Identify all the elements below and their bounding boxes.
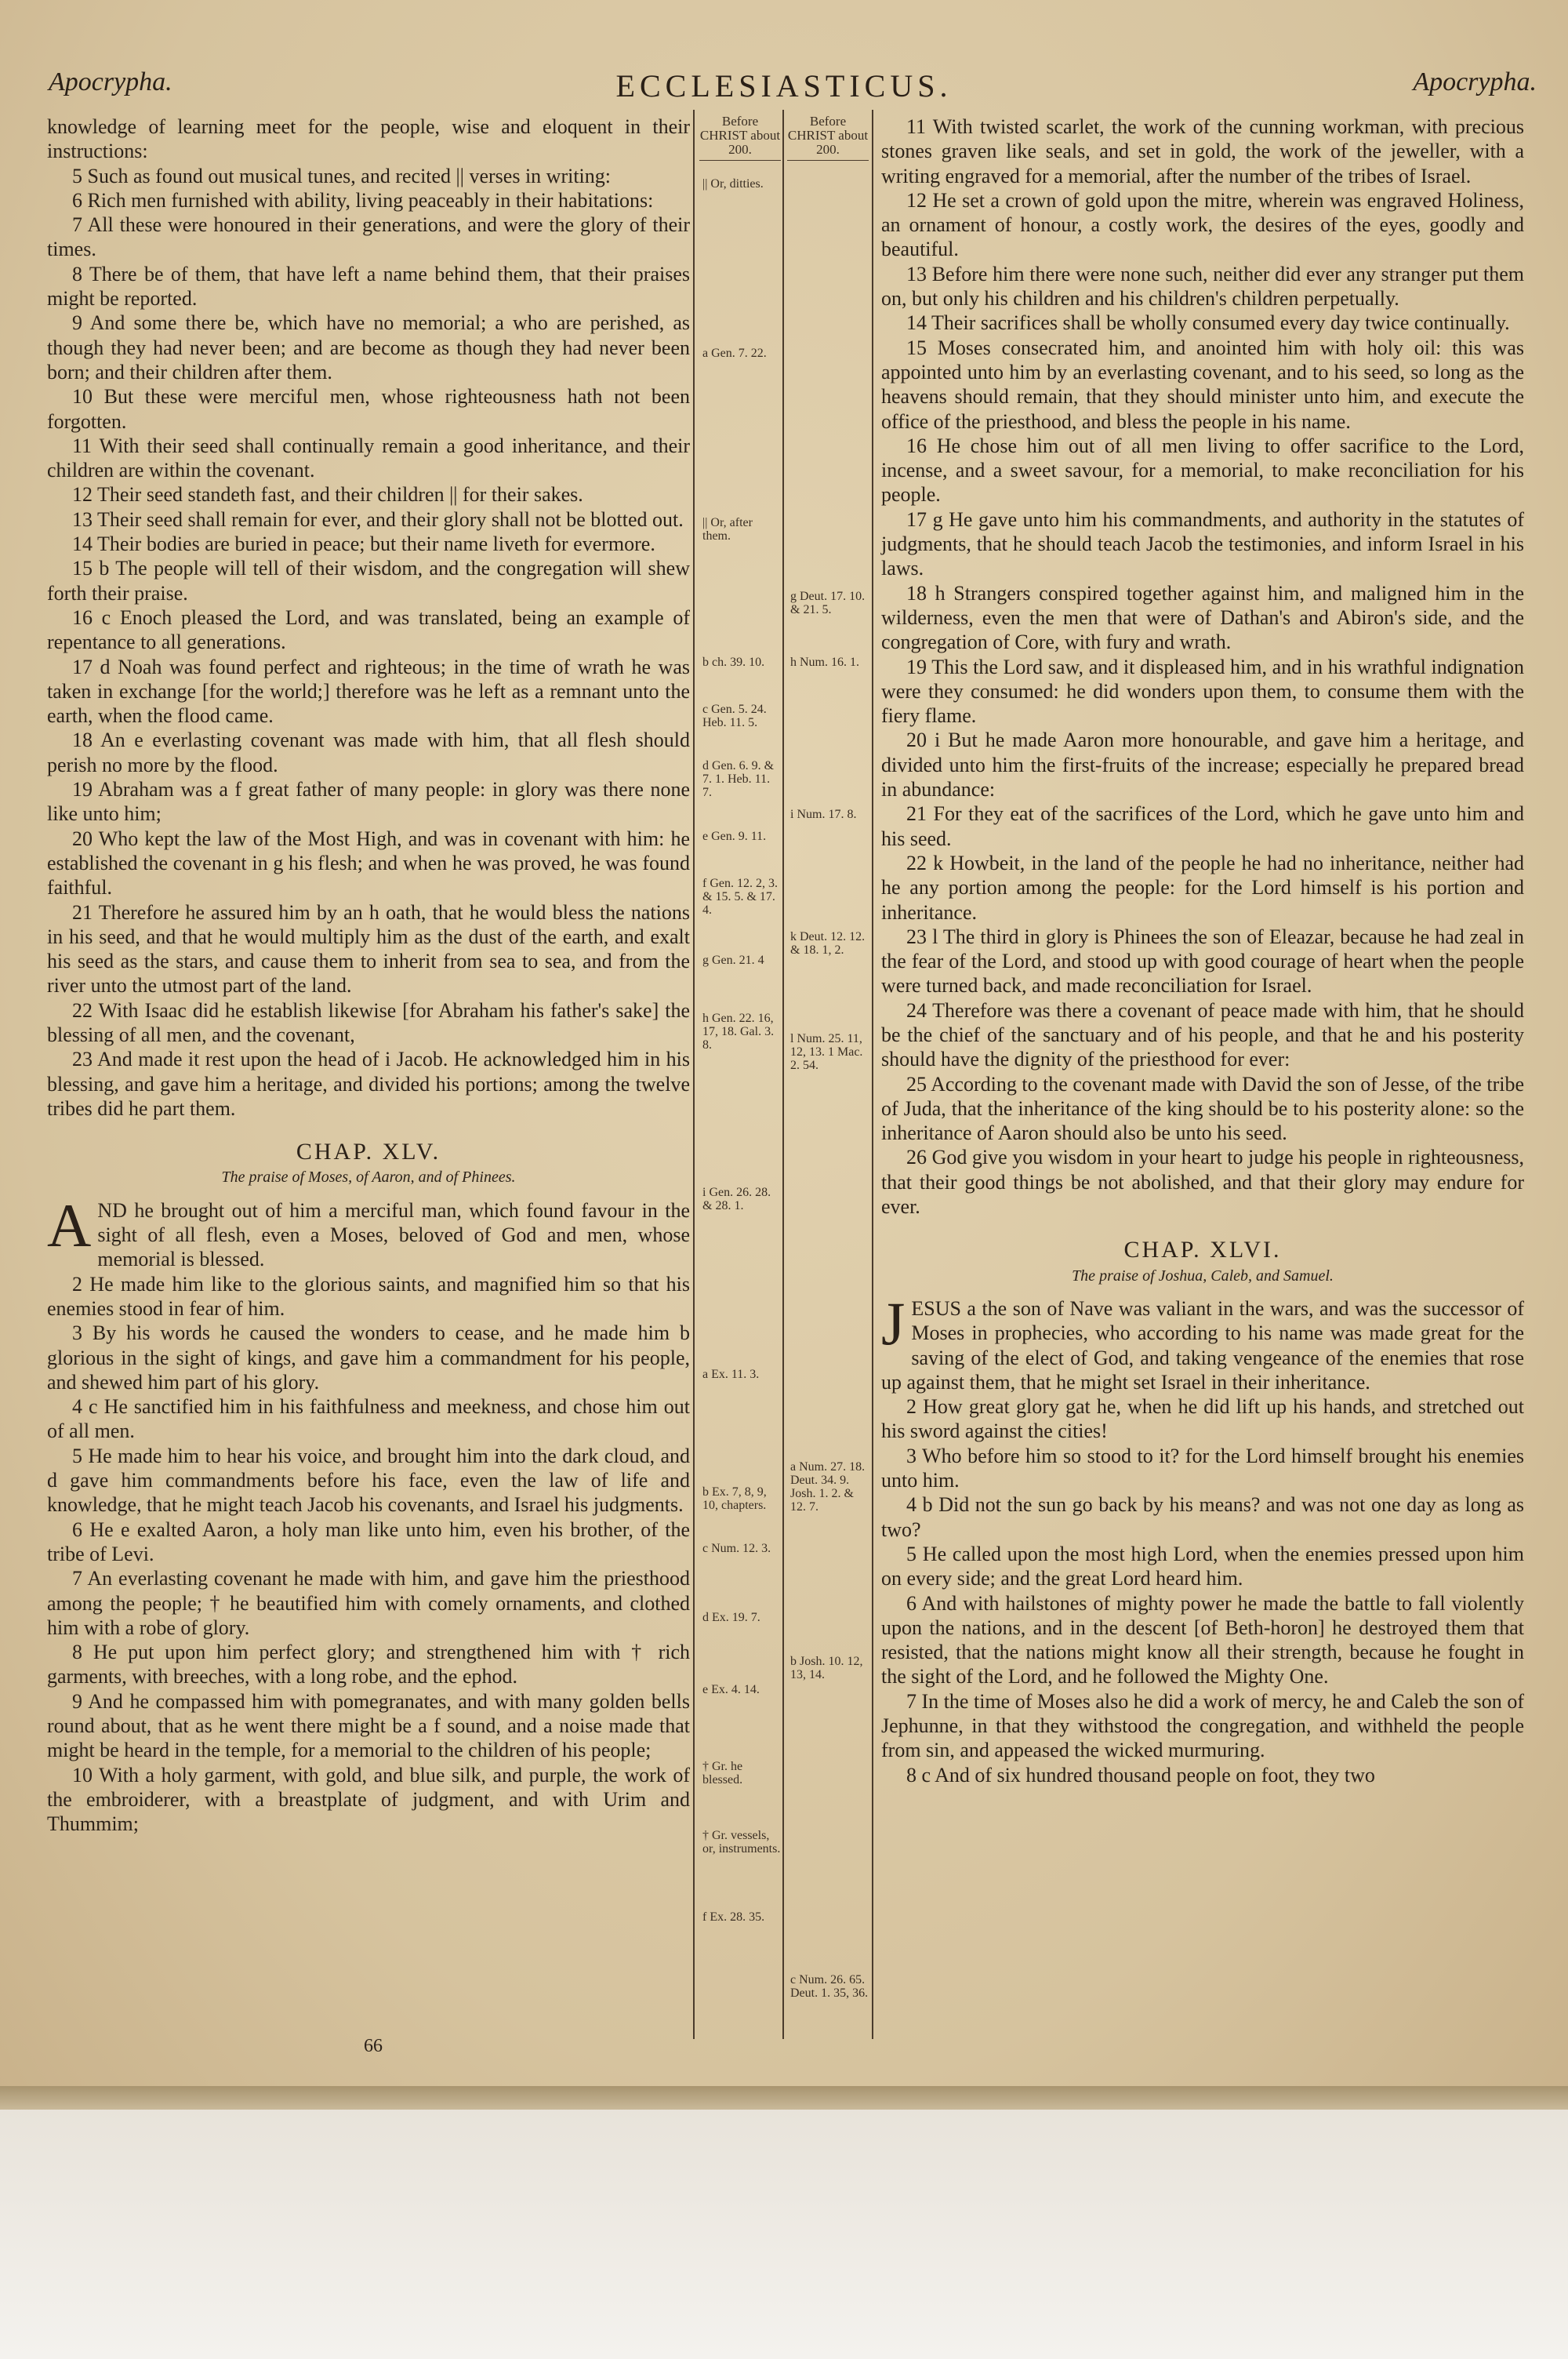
verse-text: ND he brought out of him a merciful man, which found favour in the sight of all flesh, even a Moses, beloved of God and men, whose memorial is blessed. <box>97 1198 690 1271</box>
book-title: ECCLESIASTICUS. <box>615 68 953 104</box>
verse: 7 An everlasting covenant he made with him, and gave him the priesthood among the people; † he beautified him with comely ornaments, and clothed him with a robe of glory. <box>47 1567 690 1639</box>
verse: 13 Before him there were none such, neither did ever any stranger put them on, but only his children and his children's children perpetually. <box>881 262 1524 311</box>
verse: 22 k Howbeit, in the land of the people he had no inheritance, neither had he any portion among the people: for the Lord himself is his portion and inheritance. <box>881 851 1524 924</box>
margin-note: † Gr. he blessed. <box>702 1760 743 1787</box>
margin-heading: Before CHRIST about 200. <box>699 114 781 161</box>
verse <box>881 1289 1524 1394</box>
verse: 9 And he compassed him with pomegranates, and with many golden bells round about, that as he went there might be a f sound, and a noise made that might be heard in the temple, for a memorial to the children of his people; <box>47 1689 690 1762</box>
verse: 24 Therefore was there a covenant of peace made with him, that he should be the chief of the sanctuary and of his people, and that he and his posterity should have the dignity of the priesthood for ever: <box>881 998 1524 1071</box>
verse: 26 God give you wisdom in your heart to judge his people in righteousness, that their good things be not abolished, and that their glory may endure for ever. <box>881 1146 1524 1219</box>
page-number: 66 <box>364 2036 383 2056</box>
right-text-column <box>881 114 1524 1787</box>
left-text-column <box>47 114 690 1836</box>
verse <box>47 1190 690 1272</box>
margin-note: f Ex. 28. 35. <box>702 1910 765 1924</box>
verse: 6 Rich men furnished with ability, living peaceably in their habitations: <box>72 188 654 212</box>
margin-note: f Gen. 12. 2, 3. & 15. 5. & 17. 4. <box>702 877 778 917</box>
verse: 15 b The people will tell of their wisdom, and the congregation will shew forth their praise. <box>47 557 690 605</box>
verse: 8 He put upon him perfect glory; and strengthened him with † rich garments, with breeches, with a long robe, and the ephod. <box>47 1641 690 1688</box>
margin-note: b Ex. 7, 8, 9, 10, chapters. <box>702 1485 767 1512</box>
verse: 5 He called upon the most high Lord, when the enemies pressed upon him on every side; and the great Lord heard him. <box>881 1542 1524 1590</box>
verse: 20 i But he made Aaron more honourable, and gave him a heritage, and divided unto him the first-fruits of the increase; especially he prepared bread in abundance: <box>881 729 1524 801</box>
verse: 14 Their sacrifices shall be wholly consumed every day twice continually. <box>906 311 1510 335</box>
margin-note: a Num. 27. 18. Deut. 34. 9. Josh. 1. 2. & 12. 7. <box>790 1460 866 1514</box>
verse: 10 But these were merciful men, whose righteousness hath not been forgotten. <box>47 385 690 433</box>
verse: 5 Such as found out musical tunes, and recited || verses in writing: <box>72 164 611 187</box>
verse: 2 He made him like to the glorious saints, and magnified him so that his enemies stood in fear of him. <box>47 1272 690 1320</box>
verse: 18 h Strangers conspired together against him, and maligned him in the wilderness, even the men that were of Dathan's and Abiron's side, and the congregation of Core, with fury and wrath. <box>881 581 1524 654</box>
verse: 21 For they eat of the sacrifices of the Lord, which he gave unto him and his seed. <box>881 802 1524 850</box>
verse: 11 With their seed shall continually remain a good inheritance, and their children are within the covenant. <box>47 434 690 482</box>
verse: 4 b Did not the sun go back by his means? and was not one day as long as two? <box>881 1493 1524 1541</box>
margin-note: || Or, after them. <box>702 516 753 543</box>
verse: 7 All these were honoured in their generations, and were the glory of their times. <box>47 213 690 261</box>
margin-note: b Josh. 10. 12, 13, 14. <box>790 1655 863 1681</box>
verse: 19 Abraham was a f great father of many people: in glory was there none like unto him; <box>47 778 690 826</box>
margin-heading: Before CHRIST about 200. <box>787 114 869 161</box>
verse: 22 With Isaac did he establish likewise [for Abraham his father's sake] the blessing of all men, and the covenant, <box>47 998 690 1046</box>
margin-note: c Num. 12. 3. <box>702 1542 771 1555</box>
chapter-heading: CHAP. XLVI. <box>1123 1237 1282 1263</box>
verse: 21 Therefore he assured him by an h oath, that he would bless the nations in his seed, and that he would multiply him as the dust of the earth, and exalt his seed as the stars, and cause them to inherit from sea to sea, and from the river unto the utmost part of the land. <box>47 900 690 998</box>
margin-note: d Gen. 6. 9. & 7. 1. Heb. 11. 7. <box>702 759 775 799</box>
margin-note: e Ex. 4. 14. <box>702 1683 760 1696</box>
verse: 9 And some there be, which have no memorial; a who are perished, as though they had never been; and are become as though they had never been born; and their children after them. <box>47 311 690 383</box>
verse: 19 This the Lord saw, and it displeased him, and in his wrathful indignation were they consumed: he did wonders upon them, to consume them with the fiery flame. <box>881 655 1524 728</box>
verse: 23 l The third in glory is Phinees the son of Eleazar, because he had zeal in the fear of the Lord, and stood up with good courage of heart when the people were turned back, and made reconciliation for Israel. <box>881 925 1524 998</box>
margin-note: † Gr. vessels, or, instruments. <box>702 1829 781 1856</box>
margin-note: e Gen. 9. 11. <box>702 830 767 843</box>
verse: 12 Their seed standeth fast, and their children || for their sakes. <box>72 483 583 507</box>
chapter-summary: The praise of Moses, of Aaron, and of Phinees. <box>221 1169 516 1187</box>
verse: 17 d Noah was found perfect and righteous; in the time of wrath he was taken in exchange [for the world;] therefore was he left as a remnant unto the earth, when the flood came. <box>47 655 690 728</box>
verse: 5 He made him to hear his voice, and brought him into the dark cloud, and d gave him commandments before his face, even the law of life and knowledge, that he might teach Jacob his covenants, and Israel his judgments. <box>47 1444 690 1517</box>
verse: 7 In the time of Moses also he did a work of mercy, he and Caleb the son of Jephunne, in that they withstood the congregation, and withheld the people from sin, and appeased the wicked murmuring. <box>881 1689 1524 1762</box>
table-surface <box>0 2110 1568 2359</box>
verse: 16 He chose him out of all men living to offer sacrifice to the Lord, incense, and a sweet savour, for a memorial, to make reconciliation for his people. <box>881 434 1524 507</box>
verse: 2 How great glory gat he, when he did lift up his hands, and stretched out his sword against the cities! <box>881 1395 1524 1443</box>
verse: 15 Moses consecrated him, and anointed him with holy oil: this was appointed unto him by an everlasting covenant, and to his seed, so long as the heavens should remain, that they should minister unto him, and execute the office of the priesthood, and bless the people in his name. <box>881 336 1524 433</box>
margin-references-right <box>787 114 869 2028</box>
verse: 14 Their bodies are buried in peace; but their name liveth for evermore. <box>72 533 655 556</box>
verse: 8 c And of six hundred thousand people on foot, they two <box>906 1763 1375 1787</box>
verse: 10 With a holy garment, with gold, and blue silk, and purple, the work of the embroiderer, with a breastplate of judgment, and with Urim and Thummim; <box>47 1763 690 1836</box>
chapter-heading: CHAP. XLV. <box>296 1139 441 1165</box>
verse: 3 Who before him so stood to it? for the Lord himself brought his enemies unto him. <box>881 1444 1524 1492</box>
margin-note: i Num. 17. 8. <box>790 808 857 821</box>
drop-cap: A <box>47 1190 92 1259</box>
verse: 20 Who kept the law of the Most High, and was in covenant with him: he established the covenant in g his flesh; and when he was proved, he was found faithful. <box>47 827 690 900</box>
verse: 16 c Enoch pleased the Lord, and was translated, being an example of repentance to all generations. <box>47 605 690 654</box>
verse: 25 According to the covenant made with David the son of Jesse, of the tribe of Juda, that the inheritance of the king should be to his posterity alone: so the inheritance of Aaron should also be unto his seed. <box>881 1072 1524 1145</box>
margin-note: h Num. 16. 1. <box>790 656 859 669</box>
margin-note: c Gen. 5. 24. Heb. 11. 5. <box>702 703 767 729</box>
column-rule <box>693 110 695 2039</box>
verse-text: ESUS a the son of Nave was valiant in the wars, and was the successor of Moses in prophecies, who according to his name was made great for the saving of the elect of God, and taking vengeance of the enemies that rose up against them, that he might set Israel in their inheritance. <box>881 1296 1524 1394</box>
column-rule <box>782 110 784 2039</box>
page-edge <box>0 2086 1568 2110</box>
margin-note: k Deut. 12. 12. & 18. 1, 2. <box>790 930 866 957</box>
chapter-summary: The praise of Joshua, Caleb, and Samuel. <box>1072 1267 1334 1285</box>
drop-cap: J <box>881 1289 906 1358</box>
verse: 18 An e everlasting covenant was made with him, that all flesh should perish no more by the flood. <box>47 729 690 776</box>
verse: 4 c He sanctified him in his faithfulness and meekness, and chose him out of all men. <box>47 1395 690 1443</box>
margin-note: a Ex. 11. 3. <box>702 1368 760 1381</box>
verse: 11 With twisted scarlet, the work of the cunning workman, with precious stones graven like seals, and set in gold, the work of the jeweller, with a writing engraved for a memorial, after the number of the tribes of Israel. <box>881 115 1524 187</box>
margin-note: h Gen. 22. 16, 17, 18. Gal. 3. 8. <box>702 1012 775 1052</box>
margin-note: || Or, ditties. <box>702 177 764 191</box>
column-rule <box>872 110 873 2039</box>
margin-note: g Deut. 17. 10. & 21. 5. <box>790 590 866 616</box>
margin-references-left <box>699 114 781 2028</box>
margin-note: i Gen. 26. 28. & 28. 1. <box>702 1186 771 1212</box>
running-head-left: Apocrypha. <box>49 67 172 96</box>
verse: 8 There be of them, that have left a name behind them, that their praises might be reported. <box>47 262 690 311</box>
verse: 3 By his words he caused the wonders to cease, and he made him b glorious in the sight of kings, and gave him a commandment for his people, and shewed him part of his glory. <box>47 1321 690 1394</box>
margin-note: a Gen. 7. 22. <box>702 347 767 360</box>
margin-note: l Num. 25. 11, 12, 13. 1 Mac. 2. 54. <box>790 1032 863 1072</box>
margin-note: g Gen. 21. 4 <box>702 954 764 967</box>
verse: 17 g He gave unto him his commandments, and authority in the statutes of judgments, that he should teach Jacob the testimonies, and inform Israel in his laws. <box>881 507 1524 580</box>
verse: knowledge of learning meet for the people, wise and eloquent in their instructions: <box>47 115 690 163</box>
verse: 6 He e exalted Aaron, a holy man like unto him, even his brother, of the tribe of Levi. <box>47 1518 690 1565</box>
margin-note: d Ex. 19. 7. <box>702 1611 760 1624</box>
margin-note: b ch. 39. 10. <box>702 656 765 669</box>
verse: 6 And with hailstones of mighty power he made the battle to fall violently upon the nations, and in the descent [of Beth-horon] he destroyed them that resisted, that the nations might know all their strength, because he fought in the sight of the Lord, and he followed the Mighty One. <box>881 1591 1524 1688</box>
margin-note: c Num. 26. 65. Deut. 1. 35, 36. <box>790 1973 869 2000</box>
verse: 23 And made it rest upon the head of i Jacob. He acknowledged him in his blessing, and gave him a heritage, and divided his portions; among the twelve tribes did he part them. <box>47 1048 690 1120</box>
verse: 13 Their seed shall remain for ever, and their glory shall not be blotted out. <box>72 507 684 531</box>
verse: 12 He set a crown of gold upon the mitre, wherein was engraved Holiness, an ornament of honour, a costly work, the desires of the eyes, goodly and beautiful. <box>881 188 1524 261</box>
running-head-right: Apocrypha. <box>1413 67 1537 96</box>
